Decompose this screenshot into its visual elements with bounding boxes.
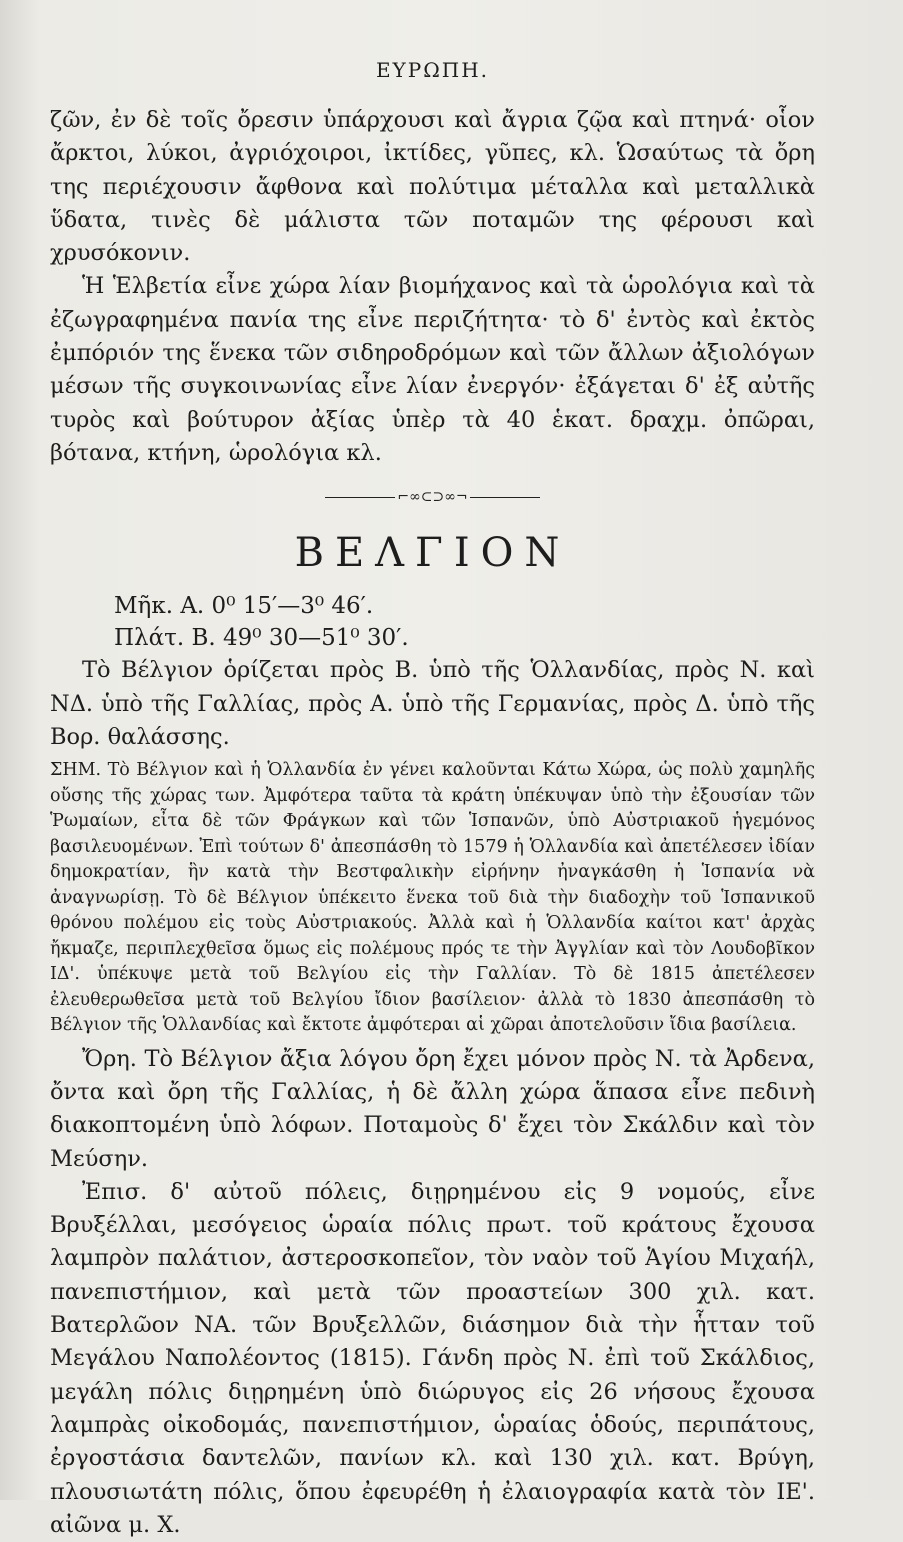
section-divider bbox=[50, 490, 815, 504]
paragraph-mountains-rivers: Ὄρη. Τὸ Βέλγιον ἄξια λόγου ὄρη ἔχει μόνον πρὸς Ν. τὰ Ἀρδενα, ὄντα καὶ ὄρη τῆς Γαλλίας, ἡ δὲ ἄλλη χώρα ἅπασα εἶνε πεδινὴ διακοπτομένη ὑπὸ λόφων. Ποταμοὺς δ' ἔχει τὸν Σκάλδιν καὶ τὸν Μεύσην. bbox=[50, 1045, 815, 1172]
paragraph-cities: Ἐπισ. δ' αὐτοῦ πόλεις, διῃρημένου εἰς 9 νομούς, εἶνε Βρυξέλλαι, μεσόγειος ὡραία πόλις πρωτ. τοῦ κράτους ἔχουσα λαμπρὸν παλάτιον, ἀστεροσκοπεῖον, τὸν ναὸν τοῦ Ἁγίου Μιχαήλ, πανεπιστήμιον, καὶ μετὰ τῶν προαστείων 300 χιλ. κατ. Βατερλῶον ΝΑ. τῶν Βρυξελλῶν, διάσημον διὰ τὴν ἧτταν τοῦ Μεγάλου Ναπολέοντος (1815). Γάνδη πρὸς Ν. ἐπὶ τοῦ Σκάλδιος, μεγάλη πόλις διῃρημένη ὑπὸ διώρυγος εἰς 26 νήσους ἔχουσα λαμπρὰς οἰκοδομάς, πανεπιστήμιον, ὡραίας ὁδούς, περιπάτους, ἐργοστάσια δαντελῶν, πανίων κλ. καὶ 130 χιλ. κατ. Βρύγη, πλουσιωτάτη πόλις, ὅπου ἐφευρέθη ἡ ἐλαιογραφία κατὰ τὸν ΙΕ'. αἰῶνα μ. Χ. bbox=[50, 1178, 815, 1538]
divider-line-right bbox=[470, 497, 540, 499]
divider-ornament: ⌐∞⊂⊃∞¬ bbox=[397, 489, 468, 506]
section-title: ΒΕΛΓΙΟΝ bbox=[294, 530, 571, 577]
divider-line-left bbox=[325, 497, 395, 499]
paragraph-borders: Τὸ Βέλγιον ὁρίζεται πρὸς Β. ὑπὸ τῆς Ὁλλανδίας, πρὸς Ν. καὶ ΝΔ. ὑπὸ τῆς Γαλλίας, πρὸς Α. ὑπὸ τῆς Γερμανίας, πρὸς Δ. ὑπὸ τῆς Βορ. θαλάσσης. bbox=[50, 657, 815, 750]
paragraph-switzerland-industry: Ἡ Ἑλβετία εἶνε χώρα λίαν βιομήχανος καὶ τὰ ὡρολόγια καὶ τὰ ἐζωγραφημένα πανία της εἶνε περιζήτητα· τὸ δ' ἐντὸς καὶ ἐκτὸς ἐμπόριόν της ἕνεκα τῶν σιδηροδρόμων καὶ τῶν ἄλλων ἀξιολόγων μέσων τῆς συγκοινωνίας εἶνε λίαν ἐνεργόν· ἐξάγεται δ' ἐξ αὐτῆς τυρὸς καὶ βούτυρον ἀξίας ὑπὲρ τὰ 40 ἑκατ. δραχμ. ὀπῶραι, βότανα, κτήνη, ὡρολόγια κλ. bbox=[50, 273, 815, 466]
historical-note bbox=[50, 758, 815, 1039]
longitude-line: Μῆκ. Α. 0⁰ 15′—3⁰ 46′. bbox=[114, 593, 374, 620]
latitude-line: Πλάτ. Β. 49⁰ 30—51⁰ 30′. bbox=[114, 625, 409, 652]
historical-note-text: ΣΗΜ. Τὸ Βέλγιον καὶ ἡ Ὁλλανδία ἐν γένει καλοῦνται Κάτω Χώρα, ὡς πολὺ χαμηλῆς οὔσης τῆς χώρας των. Ἀμφότερα ταῦτα τὰ κράτη ὑπέκυψαν ὑπὸ τὴν ἐξουσίαν τῶν Ῥωμαίων, εἶτα δὲ τῶν Φράγκων καὶ τῶν Ἱσπανῶν, ὑπὸ Αὐστριακοῦ ἡγεμόνος βασιλευομένων. Ἐπὶ τούτων δ' ἀπεσπάσθη τὸ 1579 ἡ Ὁλλανδία καὶ ἀπετέλεσεν ἰδίαν δημοκρατίαν, ἣν κατὰ τὴν Βεστφαλικὴν εἰρήνην ἠναγκάσθη ἡ Ἱσπανία νὰ ἀναγνωρίσῃ. Τὸ δὲ Βέλγιον ὑπέκειτο ἕνεκα τοῦ διὰ τὴν διαδοχὴν τοῦ Ἱσπανικοῦ θρόνου πολέμου εἰς τοὺς Αὐστριακούς. Ἀλλὰ καὶ ἡ Ὁλλανδία καίτοι κατ' ἀρχὰς ἤκμαζε, περιπλεχθεῖσα ὅμως εἰς πολέμους πρός τε τὴν Ἀγγλίαν καὶ τὸν Λουδοβῖκον ΙΔ'. ὑπέκυψε μετὰ τοῦ Βελγίου εἰς τὴν Γαλλίαν. Τὸ δὲ 1815 ἀπετέλεσεν ἐλευθερωθεῖσα μετὰ τοῦ Βελγίου ἴδιον βασίλειον· ἀλλὰ τὸ 1830 ἀπεσπάσθη τὸ Βέλγιον τῆς Ὁλλανδίας καὶ ἔκτοτε ἀμφότεραι αἱ χῶραι ἀποτελοῦσιν ἴδια βασίλεια. bbox=[50, 760, 815, 1036]
paragraph-fauna-minerals: ζῶν, ἐν δὲ τοῖς ὄρεσιν ὑπάρχουσι καὶ ἄγρια ζῷα καὶ πτηνά· οἷον ἄρκτοι, λύκοι, ἀγριόχοιροι, ἰκτίδες, γῦπες, κλ. Ὡσαύτως τὰ ὄρη της περιέχουσιν ἄφθονα καὶ πολύτιμα μέταλλα καὶ μεταλλικὰ ὕδατα, τινὲς δὲ μάλιστα τῶν ποταμῶν της φέρουσι καὶ χρυσόκονιν. bbox=[50, 107, 815, 267]
running-head: ΕΥΡΩΠΗ. bbox=[375, 58, 490, 82]
